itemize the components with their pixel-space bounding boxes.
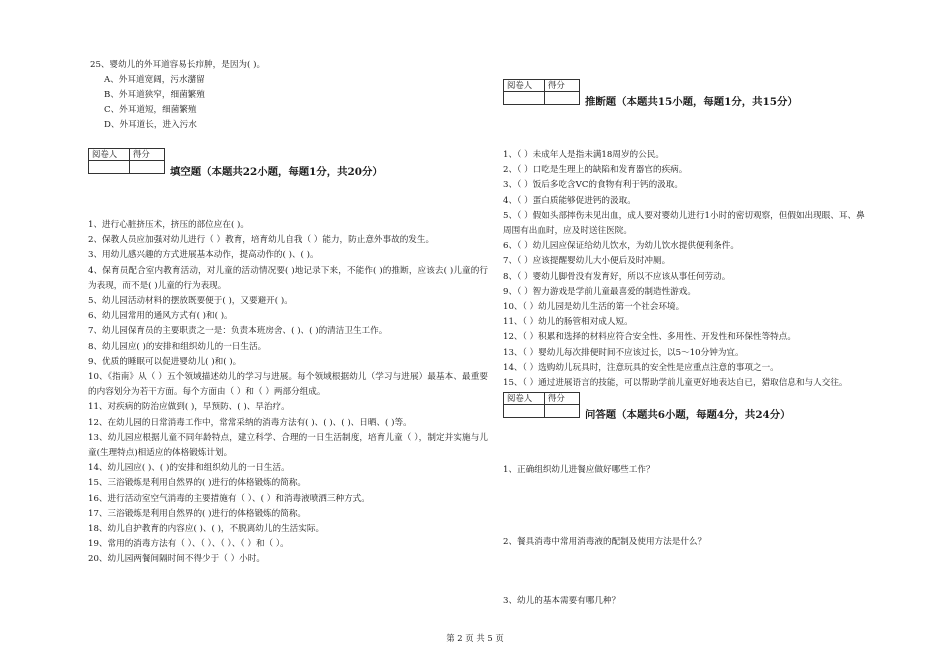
- judge-item: 1、（ ）未成年人是指未满18周岁的公民。: [503, 150, 664, 160]
- fill-item: 9、优质的睡眠可以促进婴幼儿( )和( )。: [88, 356, 242, 367]
- judge-item: 8、（ ）婴幼儿脚骨没有发育好，所以不应该从事任何劳动。: [503, 271, 731, 282]
- fill-item: 12、在幼儿园的日常消毒工作中，常常采纳的消毒方法有( )、( )、( )、日晒、( )等。: [88, 417, 412, 428]
- judge-section-title: 推断题（本题共15小题，每题1分，共15分）: [585, 96, 798, 108]
- fill-item: 19、常用的消毒方法有（ ）、（ ）、（ ）、（ ）和（ ）。: [88, 539, 289, 550]
- essay-question: 3、幼儿的基本需要有哪几种？: [503, 596, 621, 606]
- fill-item: 10、《指南》从（ ）五个领域描述幼儿的学习与进展。每个领域根据幼儿（学习与进展）最基本、最重要的内容划分为若干方面。每个方面由（ ）和（ ）两部分组成。: [88, 372, 488, 398]
- fill-item: 5、幼儿园活动材料的摆放既要便于( )，又要避开( )。: [88, 296, 293, 307]
- fill-section-list: [88, 218, 488, 568]
- judge-item: 15、（ ）通过进展语言的技能，可以帮助学前儿童更好地表达自已，猎取信息和与人交往。: [503, 378, 848, 389]
- judge-item: 9、（ ）智力游戏是学前儿童最喜爱的制造性游戏。: [503, 286, 696, 297]
- score-box-reviewer-cell[interactable]: [89, 161, 130, 174]
- judge-item: 3、（ ）饭后多吃含VC的食物有利于钙的汲取。: [503, 180, 683, 191]
- score-box-score-label: 得分: [545, 80, 580, 92]
- fill-item: 7、幼儿园保育员的主要职责之一是：负责本班房舍、( )、( )的清洁卫生工作。: [88, 326, 388, 337]
- judge-item: 6、（ ）幼儿园应保证给幼儿饮水，为幼儿饮水提供便利条件。: [503, 241, 739, 252]
- essay-question: 1、正确组织幼儿进餐应做好哪些工作？: [503, 465, 655, 475]
- judge-item: 5、（ ）假如头部摔伤未见出血，成人要对婴幼儿进行1小时的密切观察，但假如出现眼、耳、鼻周围有出血时，应及时送往医院。: [503, 210, 865, 237]
- score-box-score-cell[interactable]: [545, 405, 580, 418]
- judge-item: 11、（ ）幼儿的肠管相对成人短。: [503, 317, 633, 328]
- question-25: [90, 60, 265, 135]
- fill-item: 16、进行活动室空气消毒的主要措施有（ ）、( ）和消毒液喷洒三种方式。: [88, 493, 370, 504]
- question-25-option-b: B、外耳道狭窄，细菌繁殖: [104, 90, 205, 100]
- score-box-fill: [88, 148, 165, 174]
- judge-item: 2、（ ）口吃是生理上的缺陷和发育器官的疾病。: [503, 165, 688, 176]
- essay-question: 2、餐具消毒中常用消毒液的配制及使用方法是什么？: [503, 537, 707, 547]
- question-25-option-d: D、外耳道长，进入污水: [104, 120, 197, 130]
- score-box-score-cell[interactable]: [545, 92, 580, 105]
- fill-item: 6、幼儿园常用的通风方式有( )和( )。: [88, 311, 233, 322]
- score-box-essay: [503, 392, 580, 418]
- score-box-score-label: 得分: [545, 393, 580, 405]
- fill-section-title: 填空题（本题共22小题，每题1分，共20分）: [170, 166, 383, 178]
- judge-item: 10、（ ）幼儿园是幼儿生活的第一个社会环境。: [503, 302, 685, 313]
- judge-section-list: [503, 148, 865, 391]
- fill-item: 11、对疾病的防治应做到( )，早预防、( )、早治疗。: [88, 402, 290, 413]
- fill-item: 4、保育员配合室内教育活动，对儿童的活动情况要( )地记录下来，不能作( )的推断，应该去( )儿童的行为表现，而不是( )儿童的行为表现。: [88, 265, 488, 291]
- score-box-reviewer-cell[interactable]: [504, 92, 545, 105]
- judge-item: 7、（ ）应该提醒婴幼儿大小便后及时冲厕。: [503, 256, 671, 267]
- judge-item: 12、（ ）积累和选择的材料应符合安全性、多用性、开发性和环保性等特点。: [503, 332, 796, 343]
- page-footer: 第 2 页 共 5 页: [446, 633, 504, 643]
- fill-item: 15、三浴锻炼是利用自然界的( )进行的体格锻炼的简称。: [88, 478, 307, 489]
- judge-item: 13、（ ）婴幼儿每次排便时间不应该过长，以5～10分钟为宜。: [503, 347, 744, 358]
- fill-item: 18、幼儿自护教育的内容应( )、( )，不脱离幼儿的生活实际。: [88, 524, 325, 535]
- score-box-reviewer-label: 阅卷人: [504, 393, 545, 405]
- fill-item: 13、幼儿园应根据儿童不同年龄特点，建立科学、合理的一日生活制度，培育儿童（ ），制定并实施与儿童(生理特点)相适应的体格锻炼计划。: [88, 432, 488, 459]
- fill-item: 14、幼儿园应( )、( )的安排和组织幼儿的一日生活。: [88, 463, 290, 474]
- fill-item: 20、幼儿园两餐间隔时间不得少于（ ）小时。: [88, 554, 265, 565]
- score-box-judge: [503, 79, 580, 105]
- essay-section-title: 问答题（本题共6小题，每题4分，共24分）: [585, 409, 791, 421]
- judge-item: 14、（ ）选购幼儿玩具时，注意玩具的安全性是应重点注意的事项之一。: [503, 362, 779, 373]
- fill-item: 3、用幼儿感兴趣的方式进展基本动作，提高动作的( )、( )。: [88, 250, 319, 261]
- score-box-reviewer-label: 阅卷人: [504, 80, 545, 92]
- question-25-option-a: A、外耳道宽阔，污水潴留: [104, 75, 205, 85]
- fill-item: 1、进行心脏挤压术，挤压的部位应在( )。: [88, 220, 249, 230]
- score-box-reviewer-label: 阅卷人: [89, 149, 130, 161]
- question-25-stem: 25、婴幼儿的外耳道容易长疖肿，是因为( )。: [90, 60, 266, 70]
- fill-item: 17、三浴锻炼是利用自然界的( )进行的体格锻炼的简称。: [88, 508, 307, 519]
- judge-item: 4、（ ）蛋白质能够促进钙的汲取。: [503, 195, 636, 206]
- question-25-option-c: C、外耳道短，细菌繁殖: [104, 105, 197, 115]
- score-box-reviewer-cell[interactable]: [504, 405, 545, 418]
- fill-item: 2、保教人员应加强对幼儿进行（ ）教育，培育幼儿自我（ ）能力，防止意外事故的发生。: [88, 235, 435, 246]
- fill-item: 8、幼儿园应( )的安排和组织幼儿的一日生活。: [88, 341, 267, 352]
- score-box-score-label: 得分: [130, 149, 165, 161]
- score-box-score-cell[interactable]: [130, 161, 165, 174]
